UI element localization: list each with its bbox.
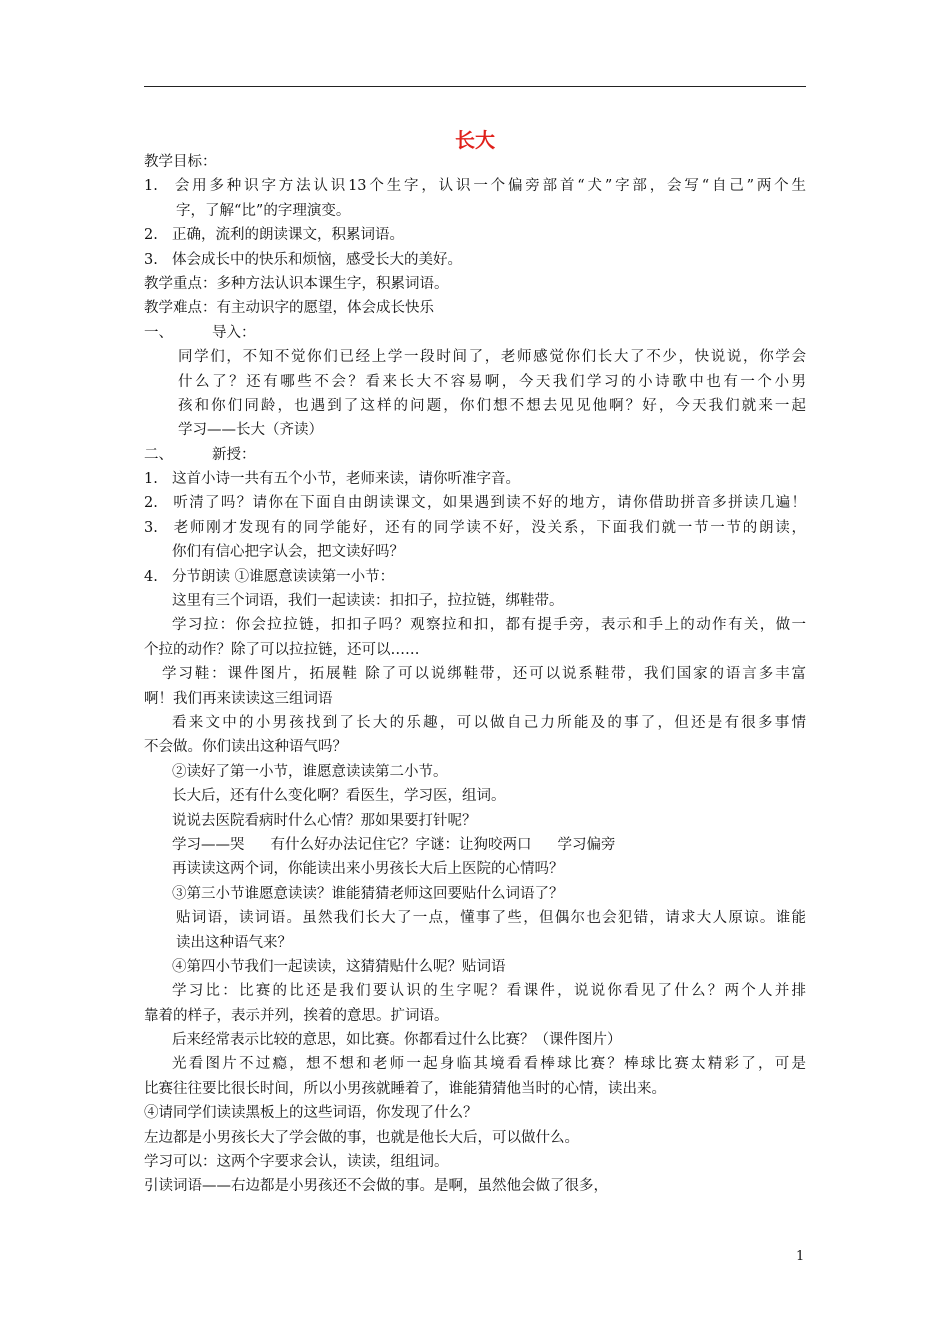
line-text: 什么了？还有哪些不会？看来长大不容易啊，今天我们学习的小诗歌中也有一个小男	[178, 373, 806, 390]
text-segment: 学习——哭	[172, 836, 245, 853]
list-number: 4.	[144, 568, 158, 585]
text-line	[144, 321, 806, 345]
line-text: 分节朗读 ①谁愿意读读第一小节：	[172, 568, 395, 585]
line-text: ④第四小节我们一起读读，这猜猜贴什么呢？贴词语	[172, 958, 506, 975]
text-line	[144, 1004, 806, 1028]
line-text: 会用多种识字方法认识13个生字，认识一个偏旁部首“犬”字部，会写“自己”两个生	[172, 178, 806, 195]
page-number: 1	[796, 1249, 805, 1264]
line-text: 正确，流利的朗读课文，积累词语。	[172, 227, 404, 244]
line-text: 这里有三个词语，我们一起读读：扣扣子，拉拉链，绑鞋带。	[172, 593, 564, 610]
line-text: ④请同学们读读黑板上的这些词语，你发现了什么？	[144, 1105, 478, 1122]
text-line	[144, 296, 806, 320]
text-line	[144, 1052, 806, 1076]
line-text: 说说去医院看病时什么心情？那如果要打针呢？	[172, 812, 477, 829]
line-text: ③第三小节谁愿意读读？谁能猜猜老师这回要贴什么词语了？	[172, 885, 564, 902]
text-line	[144, 638, 806, 662]
line-text: 你们有信心把字认会，把文读好吗？	[172, 544, 404, 561]
text-line	[144, 223, 806, 247]
text-line	[144, 1126, 806, 1150]
line-text: 后来经常表示比较的意思，如比赛。你都看过什么比赛？（课件图片）	[172, 1032, 622, 1049]
line-text: 左边都是小男孩长大了学会做的事，也就是他长大后，可以做什么。	[144, 1129, 579, 1146]
text-line	[144, 540, 806, 564]
text-segment: 有什么好办法记住它？字谜：让狗咬两口	[270, 836, 532, 853]
line-text: ②读好了第一小节，谁愿意读读第二小节。	[172, 763, 448, 780]
text-line	[144, 1077, 806, 1101]
section-number: 二、	[144, 446, 173, 463]
line-text: 看来文中的小男孩找到了长大的乐趣，可以做自己力所能及的事了，但还是有很多事情	[172, 714, 806, 731]
text-line	[144, 1174, 806, 1198]
line-text: 啊！我们再来读读这三组词语	[144, 690, 333, 707]
text-line	[144, 345, 806, 369]
text-line	[144, 955, 806, 979]
line-text: 同学们，不知不觉你们已经上学一段时间了，老师感觉你们长大了不少，快说说，你学会	[178, 349, 806, 366]
text-line	[144, 784, 806, 808]
line-text: 学习——长大（齐读）	[178, 422, 323, 439]
text-line	[144, 1101, 806, 1125]
line-text: 体会成长中的快乐和烦恼，感受长大的美好。	[172, 251, 462, 268]
text-line	[144, 931, 806, 955]
line-text: 教学重点：多种方法认识本课生字，积累词语。	[144, 275, 449, 292]
list-number: 3.	[144, 251, 158, 268]
document-body	[144, 150, 806, 1199]
text-line	[144, 979, 806, 1003]
line-text: 学习可以：这两个字要求会认，读读，组组词。	[144, 1154, 449, 1171]
text-line	[144, 248, 806, 272]
list-number: 2.	[144, 495, 158, 512]
text-line	[144, 906, 806, 930]
line-text: 光看图片不过瘾，想不想和老师一起身临其境看看棒球比赛？棒球比赛太精彩了，可是	[172, 1056, 806, 1073]
line-text: 听清了吗？请你在下面自由朗读课文，如果遇到读不好的地方，请你借助拼音多拼读几遍！	[172, 495, 806, 512]
text-line	[144, 491, 806, 515]
line-text: 新授：	[212, 446, 256, 463]
document-title: 长大	[455, 128, 495, 152]
line-text: 字，了解“比”的字理演变。	[176, 202, 351, 219]
line-text: 教学目标：	[144, 154, 217, 170]
text-line	[144, 516, 806, 540]
text-line	[144, 613, 806, 637]
line-text: 教学难点：有主动识字的愿望，体会成长快乐	[144, 300, 434, 317]
text-line	[144, 199, 806, 223]
text-line	[144, 662, 806, 686]
line-text: 读出这种语气来？	[176, 934, 292, 951]
line-text: 不会做。你们读出这种语气吗？	[144, 739, 347, 756]
line-text: 长大后，还有什么变化啊？看医生，学习医，组词。	[172, 788, 506, 805]
text-line	[144, 272, 806, 296]
line-text: 导入：	[212, 324, 256, 341]
text-line	[144, 857, 806, 881]
line-text: 老师刚才发现有的同学能好，还有的同学读不好，没关系，下面我们就一节一节的朗读，	[172, 519, 806, 536]
line-text: 再读读这两个词，你能读出来小男孩长大后上医院的心情吗？	[172, 861, 564, 878]
text-line	[144, 1028, 806, 1052]
text-line	[144, 1150, 806, 1174]
text-line	[144, 174, 806, 198]
text-line	[144, 565, 806, 589]
line-text: 这首小诗一共有五个小节，老师来读，请你听准字音。	[172, 471, 520, 488]
text-line	[144, 418, 806, 442]
line-text: 学习鞋：课件图片，拓展鞋 除了可以说绑鞋带，还可以说系鞋带，我们国家的语言多丰富	[162, 666, 806, 683]
section-number: 一、	[144, 324, 173, 341]
list-number: 1.	[144, 471, 158, 488]
list-number: 2.	[144, 227, 158, 244]
text-line	[144, 833, 806, 857]
text-line	[144, 150, 806, 174]
text-line	[144, 687, 806, 711]
list-number: 3.	[144, 519, 158, 536]
text-line	[144, 809, 806, 833]
text-line	[144, 370, 806, 394]
line-text: 引读词语——右边都是小男孩还不会做的事。是啊，虽然他会做了很多，	[144, 1178, 608, 1195]
line-text: 学习比：比赛的比还是我们要认识的生字呢？看课件，说说你看见了什么？两个人并排	[172, 983, 806, 1000]
text-line	[144, 394, 806, 418]
text-line	[144, 760, 806, 784]
line-text: 贴词语，读词语。虽然我们长大了一点，懂事了些，但偶尔也会犯错，请求大人原谅。谁能	[176, 910, 806, 927]
text-line	[144, 443, 806, 467]
line-text: 学习拉：你会拉拉链，扣扣子吗？观察拉和扣，都有提手旁，表示和手上的动作有关，做一	[172, 617, 806, 634]
line-text: 个拉的动作？除了可以拉拉链，还可以……	[144, 641, 420, 658]
line-text: 靠着的样子，表示并列，挨着的意思。扩词语。	[144, 1007, 449, 1024]
text-line	[144, 467, 806, 491]
text-line	[144, 882, 806, 906]
text-line	[144, 735, 806, 759]
list-number: 1.	[144, 178, 158, 195]
text-line	[144, 711, 806, 735]
header-rule	[144, 86, 806, 87]
text-line	[144, 589, 806, 613]
line-text: 孩和你们同龄，也遇到了这样的问题，你们想不想去见见他啊？好，今天我们就来一起	[178, 397, 806, 414]
line-text: 比赛往往要比很长时间，所以小男孩就睡着了，谁能猜猜他当时的心情，读出来。	[144, 1080, 666, 1097]
text-segment: 学习偏旁	[557, 836, 616, 853]
